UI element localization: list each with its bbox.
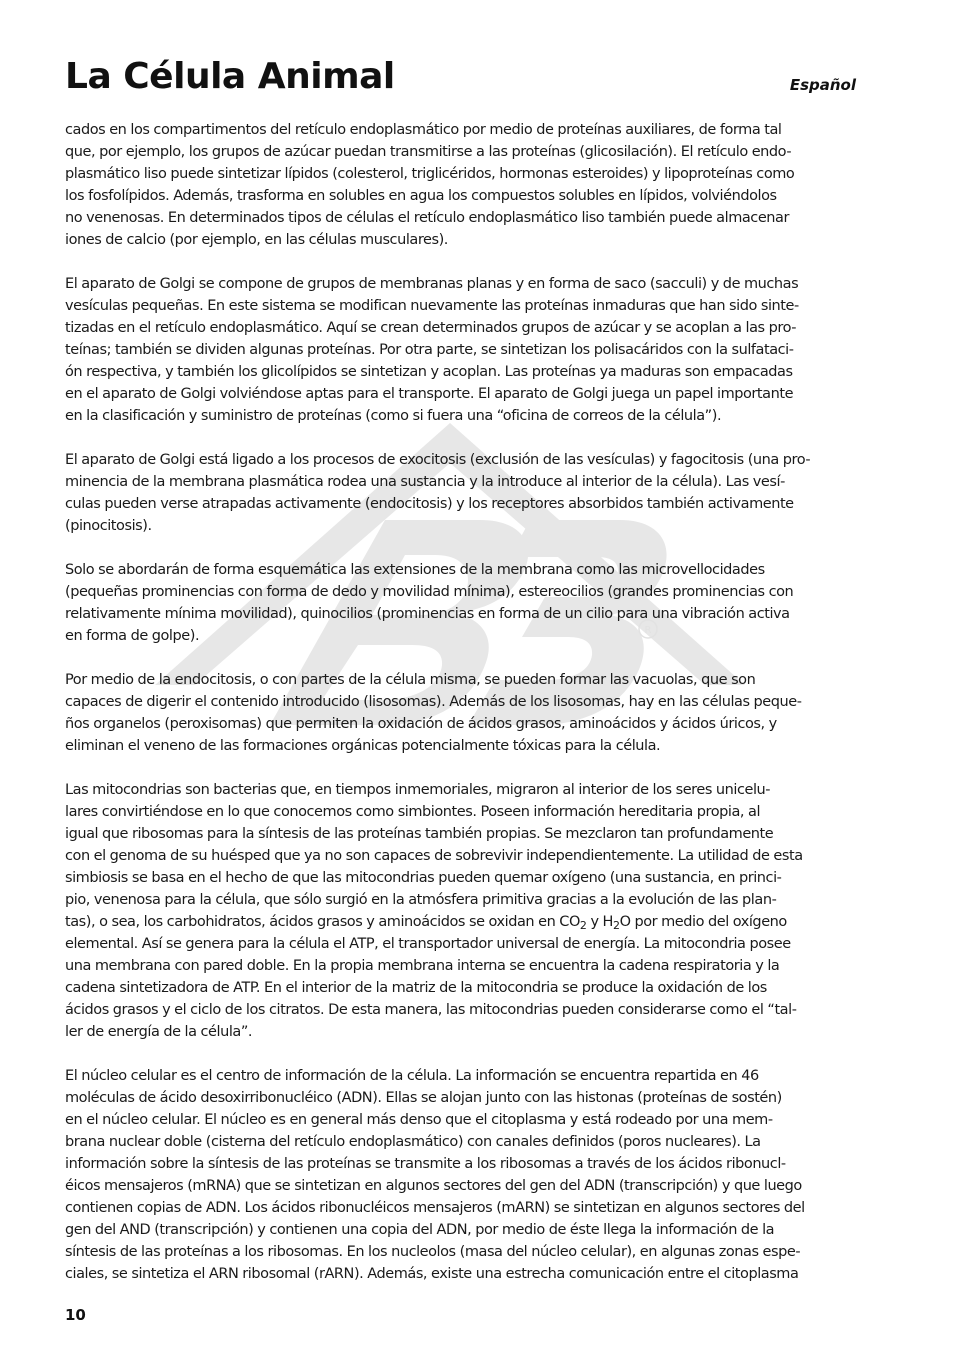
text-line: (pequeñas prominencias con forma de dedo y movilidad mínima), estereocilios (grandes prominencias con [65,584,794,600]
text-line: no venenosas. En determinados tipos de células el retículo endoplasmático liso también puede almacenar [65,210,789,226]
text-line: contienen copias de ADN. Los ácidos ribonucléicos mensajeros (mARN) se sintetizan en algunos sectores del [65,1200,805,1216]
body-text [65,119,861,1307]
text-line: El aparato de Golgi se compone de grupos de membranas planas y en forma de saco (sacculi) y de muchas [65,276,799,292]
text-line: ños organelos (peroxisomas) que permiten la oxidación de ácidos grasos, aminoácidos y ácidos úricos, y [65,716,777,732]
text-line: Las mitocondrias son bacterias que, en tiempos inmemoriales, migraron al interior de los seres unicelu- [65,782,771,798]
text-line: cadena sintetizadora de ATP. En el interior de la matriz de la mitocondria se produce la oxidación de los [65,980,767,996]
text-line: en forma de golpe). [65,628,200,644]
formula-text-pre: tas), o sea, los carbohidratos, ácidos grasos y aminoácidos se oxidan en CO [65,914,580,930]
text-line: una membrana con pared doble. En la propia membrana interna se encuentra la cadena respiratoria y la [65,958,780,974]
page-number: 10 [65,1306,86,1324]
text-line: los fosfolípidos. Además, trasforma en solubles en agua los compuestos solubles en lípidos, volviéndolos [65,188,777,204]
text-line: vesículas pequeñas. En este sistema se modifican nuevamente las proteínas inmaduras que han sido sinte- [65,298,799,314]
language-label: Español [789,76,856,94]
page-title: La Célula Animal [65,56,395,97]
paragraph-exocytosis [65,449,861,537]
paragraph-vacuoles [65,669,861,757]
paragraph-golgi-apparatus [65,273,861,427]
text-line: plasmático liso puede sintetizar lípidos (colesterol, triglicéridos, hormonas esteroides) y lipoproteínas como [65,166,795,182]
text-line: El aparato de Golgi está ligado a los procesos de exocitosis (exclusión de las vesículas) y fagocitosis (una pro- [65,452,811,468]
text-line: tizadas en el retículo endoplasmático. Aquí se crean determinados grupos de azúcar y se acoplan a las pro- [65,320,797,336]
text-line: iones de calcio (por ejemplo, en las células musculares). [65,232,448,248]
text-line: pio, venenosa para la célula, que sólo surgió en la atmósfera primitiva gracias a la evolución de las plan- [65,892,777,908]
text-line: ácidos grasos y el ciclo de los citratos. De esta manera, las mitocondrias pueden considerarse como el “tal- [65,1002,797,1018]
text-line: ón respectiva, y también los glicolípidos se sintetizan y acoplan. Las proteínas ya maduras son empacadas [65,364,793,380]
text-line: capaces de digerir el contenido introducido (lisosomas). Además de los lisosomas, hay en las células peque- [65,694,802,710]
paragraph-cell-nucleus [65,1065,861,1285]
text-line: lares convirtiéndose en lo que conocemos como simbiontes. Poseen información hereditaria propia, al [65,804,761,820]
text-line: síntesis de las proteínas a los ribosomas. En los nucleolos (masa del núcleo celular), en algunas zonas espe- [65,1244,801,1260]
text-line: información sobre la síntesis de las proteínas se transmite a los ribosomas a través de los ácidos ribonucl- [65,1156,786,1172]
text-line: igual que ribosomas para la síntesis de las proteínas también propias. Se mezclaron tan profundamente [65,826,774,842]
formula-line [65,911,861,933]
text-line: éicos mensajeros (mRNA) que se sintetizan en algunos sectores del gen del ADN (transcripción) y que luego [65,1178,802,1194]
paragraph-membrane-extensions [65,559,861,647]
text-line: Solo se abordarán de forma esquemática las extensiones de la membrana como las microvellocidades [65,562,765,578]
text-line: relativamente mínima movilidad), quinocilios (prominencias en forma de un cilio para una vibración activa [65,606,790,622]
text-line: minencia de la membrana plasmática rodea una sustancia y la introduce al interior de la célula). Las vesí- [65,474,785,490]
text-line: El núcleo celular es el centro de información de la célula. La información se encuentra repartida en 46 [65,1068,759,1084]
text-line: cados en los compartimentos del retículo endoplasmático por medio de proteínas auxiliares, de forma tal [65,122,782,138]
text-line: en la clasificación y suministro de proteínas (como si fuera una “oficina de correos de la célula”). [65,408,722,424]
paragraph-mitochondria [65,779,861,1043]
text-line: ler de energía de la célula”. [65,1024,253,1040]
text-line: en el núcleo celular. El núcleo es en general más denso que el citoplasma y está rodeado por una mem- [65,1112,773,1128]
text-line: teínas; también se dividen algunas proteínas. Por otra parte, se sintetizan los polisacáridos con la sulfataci- [65,342,794,358]
text-line: simbiosis se basa en el hecho de que las mitocondrias pueden quemar oxígeno (una sustancia, en princi- [65,870,782,886]
text-line: eliminan el veneno de las formaciones orgánicas potencialmente tóxicas para la célula. [65,738,661,754]
h2o-subscript: 2 [613,919,620,932]
text-line: culas pueden verse atrapadas activamente (endocitosis) y los receptores absorbidos también activamente [65,496,794,512]
text-line: ciales, se sintetiza el ARN ribosomal (rARN). Además, existe una estrecha comunicación entre el citoplasma [65,1266,799,1282]
text-line: que, por ejemplo, los grupos de azúcar puedan transmitirse a las proteínas (glicosilación). El retículo endo- [65,144,792,160]
text-line: Por medio de la endocitosis, o con partes de la célula misma, se pueden formar las vacuolas, que son [65,672,756,688]
formula-text-mid: y H [586,914,613,930]
text-line: (pinocitosis). [65,518,152,534]
text-line: elemental. Así se genera para la célula el ATP, el transportador universal de energía. La mitocondria posee [65,936,791,952]
page-header [65,52,856,102]
formula-text-post: O por medio del oxígeno [619,914,787,930]
text-line: con el genoma de su huésped que ya no son capaces de sobrevivir independientemente. La utilidad de esta [65,848,803,864]
co2-subscript: 2 [579,919,587,932]
paragraph-er-continuation [65,119,861,251]
svg-text:R: R [644,625,652,636]
text-line: en el aparato de Golgi volviéndose aptas para el transporte. El aparato de Golgi juega un papel importante [65,386,794,402]
text-line: brana nuclear doble (cisterna del retículo endoplasmático) con canales definidos (poros nucleares). La [65,1134,761,1150]
text-line: moléculas de ácido desoxirribonucléico (ADN). Ellas se alojan junto con las histonas (proteínas de sostén) [65,1090,782,1106]
text-line: gen del AND (transcripción) y contienen una copia del ADN, por medio de éste llega la información de la [65,1222,775,1238]
